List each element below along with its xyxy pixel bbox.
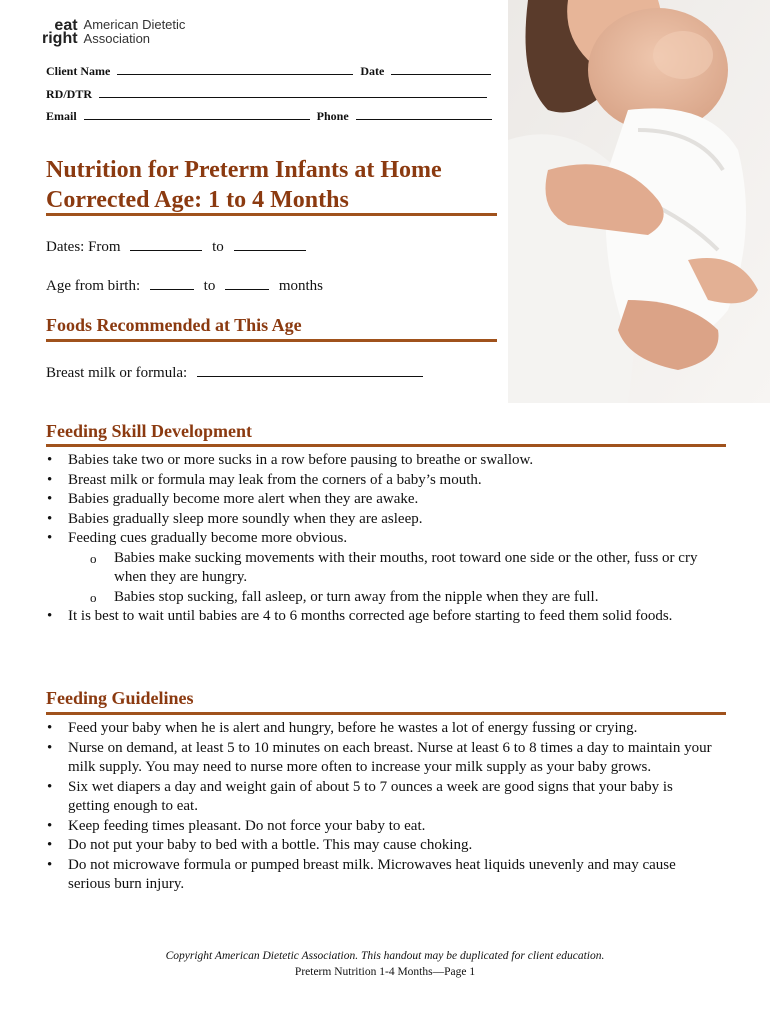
list-item: • Feed your baby when he is alert and hungry, before he wastes a lot of energy fussing or crying. [46, 719, 716, 739]
breast-milk-label: Breast milk or formula: [46, 365, 188, 381]
list-item: • Do not microwave formula or pumped breast milk. Microwaves heat liquids unevenly and may cause serious burn injury. [46, 856, 716, 895]
breast-milk-row [46, 364, 429, 382]
skill-heading: Feeding Skill Development [46, 421, 252, 441]
foods-divider [46, 339, 497, 342]
eatright-logo-mark [42, 19, 78, 45]
list-item: • Babies take two or more sucks in a row before pausing to breathe or swallow. [46, 451, 716, 471]
breast-milk-field[interactable] [197, 364, 423, 377]
title-divider [46, 213, 497, 216]
title-line-1: Nutrition for Preterm Infants at Home [46, 157, 442, 183]
page-title [46, 155, 442, 215]
phone-field[interactable] [356, 109, 492, 120]
skill-divider [46, 444, 726, 447]
date-label: Date [360, 64, 385, 78]
page-number: Preterm Nutrition 1-4 Months—Page 1 [294, 966, 476, 978]
list-item: • Breast milk or formula may leak from the corners of a baby’s mouth. [46, 471, 716, 491]
org-line-1: American Dietetic [83, 17, 186, 32]
list-item: • Babies gradually become more alert when they are awake. [46, 490, 716, 510]
list-item-with-sublist [46, 529, 716, 607]
dates-from-label: Dates: From [46, 239, 121, 255]
sub-list-item: o Babies make sucking movements with their mouths, root toward one side or the other, fuss or cry when they are hungry. [68, 549, 716, 588]
rd-dtr-field[interactable] [99, 87, 487, 98]
date-from-field[interactable] [130, 238, 202, 251]
age-row [46, 277, 323, 295]
page-footer [0, 948, 770, 980]
age-from-birth-label: Age from birth: [46, 278, 141, 294]
list-item-text: Feeding cues gradually become more obvious. [68, 530, 348, 546]
skill-sublist [68, 549, 716, 608]
sub-list-item: o Babies stop sucking, fall asleep, or turn away from the nipple when they are full. [68, 588, 716, 608]
list-item: • It is best to wait until babies are 4 to 6 months corrected age before starting to feed them solid foods. [46, 607, 716, 627]
logo-mark-right: right [42, 30, 78, 47]
age-to-label: to [203, 278, 216, 294]
client-name-row [46, 64, 495, 79]
mother-holding-infant-photo [508, 0, 770, 403]
age-from-field[interactable] [150, 277, 194, 290]
list-item: • Six wet diapers a day and weight gain of about 5 to 7 ounces a week are good signs that your baby is getting enough to eat. [46, 778, 716, 817]
guidelines-list [46, 719, 716, 895]
dates-row [46, 238, 312, 256]
date-field[interactable] [391, 64, 491, 75]
list-item: • Babies gradually sleep more soundly when they are asleep. [46, 510, 716, 530]
logo [42, 18, 185, 46]
organization-name [84, 18, 186, 46]
age-months-label: months [278, 278, 324, 294]
list-item: • Do not put your baby to bed with a bottle. This may cause choking. [46, 836, 716, 856]
rd-dtr-label: RD/DTR [46, 87, 93, 101]
client-name-field[interactable] [117, 64, 353, 75]
guidelines-divider [46, 712, 726, 715]
rd-row [46, 87, 491, 102]
guidelines-heading: Feeding Guidelines [46, 688, 194, 708]
list-item: • Keep feeding times pleasant. Do not force your baby to eat. [46, 817, 716, 837]
copyright-notice: Copyright American Dietetic Association. This handout may be duplicated for client education. [165, 950, 605, 962]
skill-list [46, 451, 716, 627]
list-item: • Nurse on demand, at least 5 to 10 minutes on each breast. Nurse at least 6 to 8 times a day to maintain your milk supply. You may need to nurse more often to increase your milk supply as your baby grows. [46, 739, 716, 778]
age-to-field[interactable] [225, 277, 269, 290]
client-name-label: Client Name [46, 64, 111, 78]
dates-to-label: to [212, 239, 224, 255]
foods-heading: Foods Recommended at This Age [46, 315, 302, 335]
email-phone-row [46, 109, 496, 124]
date-to-field[interactable] [234, 238, 306, 251]
org-line-2: Association [83, 31, 151, 46]
phone-label: Phone [316, 109, 349, 123]
email-field[interactable] [84, 109, 310, 120]
title-line-2: Corrected Age: 1 to 4 Months [46, 187, 349, 213]
email-label: Email [46, 109, 77, 123]
logo-mark-eat: eat [54, 17, 78, 34]
